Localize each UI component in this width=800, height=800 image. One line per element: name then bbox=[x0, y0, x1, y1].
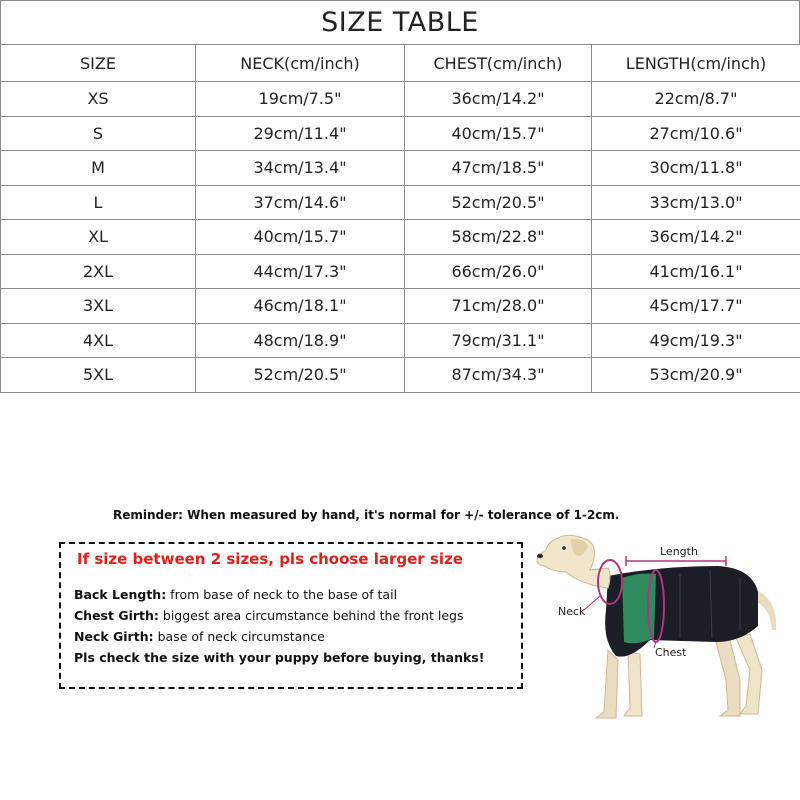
chest-label: Chest bbox=[655, 646, 687, 659]
note-line-check-size: Pls check the size with your puppy before buying, thanks! bbox=[74, 650, 485, 665]
table-row bbox=[1, 254, 800, 289]
dog-illustration bbox=[530, 530, 800, 725]
length-label: Length bbox=[660, 545, 698, 558]
cell-length: 41cm/16.1" bbox=[592, 254, 800, 289]
cell-chest: 66cm/26.0" bbox=[405, 254, 592, 289]
cell-neck: 44cm/17.3" bbox=[196, 254, 405, 289]
cell-size: 3XL bbox=[1, 289, 196, 324]
cell-size: XS bbox=[1, 82, 196, 117]
size-table-title: SIZE TABLE bbox=[0, 0, 800, 44]
cell-size: 2XL bbox=[1, 254, 196, 289]
table-row bbox=[1, 220, 800, 255]
size-table bbox=[0, 44, 800, 393]
measurement-notes bbox=[74, 584, 484, 668]
cell-chest: 58cm/22.8" bbox=[405, 220, 592, 255]
column-header-chest: CHEST(cm/inch) bbox=[405, 45, 592, 82]
table-row bbox=[1, 82, 800, 117]
note-line-back-length: Back Length: from base of neck to the base of tail bbox=[74, 587, 398, 602]
cell-size: 5XL bbox=[1, 358, 196, 393]
table-row bbox=[1, 116, 800, 151]
neck-label: Neck bbox=[558, 605, 586, 618]
cell-neck: 37cm/14.6" bbox=[196, 185, 405, 220]
cell-neck: 40cm/15.7" bbox=[196, 220, 405, 255]
cell-length: 22cm/8.7" bbox=[592, 82, 800, 117]
cell-neck: 48cm/18.9" bbox=[196, 323, 405, 358]
table-row bbox=[1, 185, 800, 220]
cell-length: 53cm/20.9" bbox=[592, 358, 800, 393]
reminder-text: Reminder: When measured by hand, it's normal for +/- tolerance of 1-2cm. bbox=[113, 508, 620, 522]
table-row bbox=[1, 323, 800, 358]
cell-neck: 19cm/7.5" bbox=[196, 82, 405, 117]
cell-chest: 87cm/34.3" bbox=[405, 358, 592, 393]
cell-neck: 46cm/18.1" bbox=[196, 289, 405, 324]
cell-length: 49cm/19.3" bbox=[592, 323, 800, 358]
cell-chest: 79cm/31.1" bbox=[405, 323, 592, 358]
cell-chest: 47cm/18.5" bbox=[405, 151, 592, 186]
cell-chest: 40cm/15.7" bbox=[405, 116, 592, 151]
size-note-box bbox=[59, 542, 523, 689]
cell-length: 30cm/11.8" bbox=[592, 151, 800, 186]
cell-chest: 52cm/20.5" bbox=[405, 185, 592, 220]
cell-neck: 52cm/20.5" bbox=[196, 358, 405, 393]
note-line-neck-girth: Neck Girth: base of neck circumstance bbox=[74, 629, 325, 644]
cell-size: M bbox=[1, 151, 196, 186]
cell-chest: 36cm/14.2" bbox=[405, 82, 592, 117]
size-advice-headline: If size between 2 sizes, pls choose larger size bbox=[77, 550, 463, 568]
table-row bbox=[1, 358, 800, 393]
column-header-neck: NECK(cm/inch) bbox=[196, 45, 405, 82]
cell-length: 33cm/13.0" bbox=[592, 185, 800, 220]
note-line-chest-girth: Chest Girth: biggest area circumstance behind the front legs bbox=[74, 608, 464, 623]
cell-chest: 71cm/28.0" bbox=[405, 289, 592, 324]
cell-size: L bbox=[1, 185, 196, 220]
column-header-size: SIZE bbox=[1, 45, 196, 82]
cell-neck: 29cm/11.4" bbox=[196, 116, 405, 151]
dog-measurement-diagram bbox=[530, 530, 800, 725]
table-header-row bbox=[1, 45, 800, 82]
cell-size: S bbox=[1, 116, 196, 151]
column-header-length: LENGTH(cm/inch) bbox=[592, 45, 800, 82]
table-row bbox=[1, 289, 800, 324]
table-row bbox=[1, 151, 800, 186]
cell-length: 36cm/14.2" bbox=[592, 220, 800, 255]
cell-size: XL bbox=[1, 220, 196, 255]
cell-neck: 34cm/13.4" bbox=[196, 151, 405, 186]
cell-length: 45cm/17.7" bbox=[592, 289, 800, 324]
cell-size: 4XL bbox=[1, 323, 196, 358]
cell-length: 27cm/10.6" bbox=[592, 116, 800, 151]
